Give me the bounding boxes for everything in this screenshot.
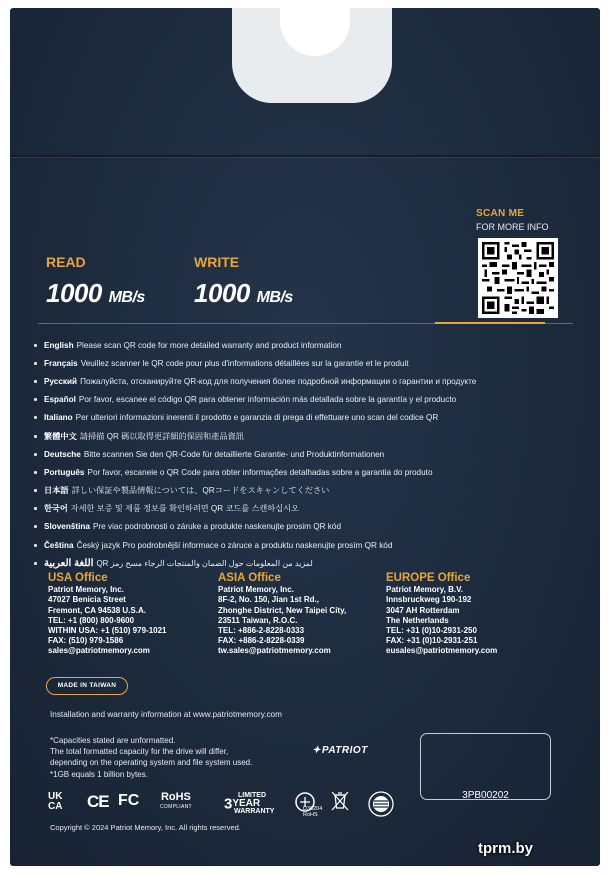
language-text: Please scan QR code for more detailed warranty and product information [76, 340, 342, 350]
read-speed-value: 1000 [46, 278, 102, 308]
language-item [34, 463, 579, 481]
office-email[interactable]: eusales@patriotmemory.com [386, 646, 498, 656]
office-line: 3047 AH Rotterdam [386, 605, 460, 615]
language-name: Slovenština [44, 522, 90, 532]
language-item [34, 445, 579, 463]
language-item [34, 336, 579, 354]
office-title: USA Office [48, 572, 108, 584]
note-line: *Capacities stated are unformatted. [50, 736, 176, 745]
language-item [34, 372, 579, 390]
usa-flag-seal-icon [368, 791, 394, 817]
office-fax: FAX: +886-2-8228-0339 [218, 636, 305, 646]
rohs-code-number: D36204 [303, 806, 323, 812]
language-item [34, 391, 579, 409]
rohs-code-label: RoHS [303, 812, 318, 818]
divider-accent [435, 322, 545, 324]
brand-name: PATRIOT [321, 745, 368, 756]
made-in-badge: MADE IN TAIWAN [46, 677, 128, 695]
read-speed [46, 278, 145, 309]
language-name: English [44, 340, 74, 350]
bullet-icon [34, 380, 37, 383]
office-phone: TEL: +886-2-8228-0333 [218, 626, 305, 636]
fold-highlight [10, 157, 600, 158]
office-email[interactable]: sales@patriotmemory.com [48, 646, 150, 656]
office-title: ASIA Office [218, 572, 281, 584]
language-name: Čeština [44, 540, 74, 550]
capacity-notes [50, 735, 252, 780]
office-line: 23511 Taiwan, R.O.C. [218, 615, 298, 625]
language-text: Pre viac podrobnosti o záruke a produkte naskenujte prosim QR kód [92, 522, 342, 532]
office-line: Innsbruckweg 190-192 [386, 595, 472, 605]
language-list [34, 336, 579, 572]
bullet-icon [34, 489, 37, 492]
note-line: depending on the operating system and file system used. [50, 758, 253, 768]
write-speed-unit: MB/s [256, 289, 293, 306]
office-phone: WITHIN USA: +1 (510) 979-1021 [48, 626, 167, 636]
language-item [34, 354, 579, 372]
bullet-icon [34, 435, 37, 438]
office-line: Fremont, CA 94538 U.S.A. [48, 605, 146, 615]
language-text: لمزيد من المعلومات حول الضمان والمنتجات الرجاء مسح رمز QR [96, 558, 313, 568]
language-item [34, 427, 579, 445]
language-text: 詳しい保証や製品情報については、QRコードをスキャンしてください [71, 486, 330, 496]
office-line: 47027 Benicia Street [48, 595, 126, 605]
language-text: Por favor, escanee el código QR para obtener información más detallada sobre la garantía y el producto [78, 395, 457, 405]
office-title: EUROPE Office [386, 572, 471, 584]
language-name: 日本語 [44, 486, 69, 496]
scan-me-title: SCAN ME [476, 208, 525, 219]
ce-icon: CE [87, 792, 109, 811]
language-text: 자세한 보증 및 제품 정보를 확인하려면 QR 코드를 스캔하십시오 [70, 504, 299, 514]
patriot-logo [312, 745, 368, 756]
bullet-icon [34, 471, 37, 474]
office-asia [218, 573, 346, 657]
note-line: *1GB equals 1 billion bytes. [50, 769, 148, 779]
watermark: tprm.by [478, 840, 534, 857]
qr-code[interactable] [478, 238, 558, 318]
language-item [34, 409, 579, 427]
read-label: READ [46, 254, 86, 270]
bullet-icon [34, 525, 37, 528]
language-name: Русский [44, 376, 78, 386]
ukca-icon: UK CA [48, 791, 63, 812]
rohs-code [303, 806, 322, 818]
read-speed-unit: MB/s [108, 289, 145, 306]
language-text: Bitte scannen Sie den QR-Code für detaillierte Garantie- und Produktinformationen [83, 449, 385, 459]
office-line: Zhonghe District, New Taipei City, [218, 605, 347, 615]
fcc-icon: FC [118, 792, 140, 809]
language-name: Deutsche [44, 449, 81, 459]
warranty-top: LIMITED [238, 792, 266, 799]
bullet-icon [34, 398, 37, 401]
bullet-icon [34, 416, 37, 419]
language-name: Français [44, 358, 78, 368]
bullet-icon [34, 453, 37, 456]
office-fax: FAX: +31 (0)10-2931-251 [386, 636, 478, 646]
office-line: 8F-2, No. 150, Jian 1st Rd., [218, 595, 319, 605]
bullet-icon [34, 544, 37, 547]
language-name: 한국어 [44, 504, 68, 514]
bullet-icon [34, 507, 37, 510]
warranty-year: YEAR [232, 797, 261, 809]
scan-me-subtitle: FOR MORE INFO [476, 222, 549, 232]
office-email[interactable]: tw.sales@patriotmemory.com [218, 646, 331, 656]
warranty-badge [224, 792, 274, 816]
office-line: Patriot Memory, Inc. [48, 585, 124, 595]
language-name: Português [44, 467, 85, 477]
warranty-years: 3 [224, 794, 233, 812]
weee-bin-icon [331, 790, 349, 812]
office-phone: TEL: +1 (800) 800-9600 [48, 615, 135, 625]
language-item [34, 482, 579, 500]
language-name: Italiano [44, 413, 73, 423]
star-icon: ✦ [312, 745, 321, 756]
language-text: Por favor, escaneie o QR Code para obter informações detalhadas sobre a garantia do produto [87, 467, 433, 477]
language-item [34, 500, 579, 518]
write-speed-value: 1000 [194, 278, 250, 308]
rohs-label: RoHS [160, 791, 191, 803]
language-text: 請掃描 QR 碼以取得更詳細的保固和產品資訊 [79, 431, 244, 441]
serial-number: 3PB00202 [462, 790, 509, 801]
package-back [10, 8, 600, 866]
language-text: Пожалуйста, отсканируйте QR-код для получения более подробной информации о гарантии и продукте [80, 376, 477, 386]
language-item [34, 536, 579, 554]
qr-code-image [482, 242, 554, 314]
write-speed [194, 278, 293, 309]
language-text: Veuillez scanner le QR code pour plus d'informations détaillées sur la garantie et le produit [80, 358, 409, 368]
copyright: Copyright © 2024 Patriot Memory, Inc. All rights reserved. [50, 823, 241, 832]
language-text: Per ulteriori informazioni inerenti il prodotto e garanzia di prega di effettuare uno scan del codice QR [75, 413, 439, 423]
language-name: 繁體中文 [44, 431, 77, 441]
office-line: Patriot Memory, Inc. [218, 585, 294, 595]
office-fax: FAX: (510) 979-1586 [48, 636, 124, 646]
rohs-sub: COMPLIANT [160, 804, 192, 810]
bullet-icon [34, 562, 37, 565]
language-item [34, 518, 579, 536]
office-line: The Netherlands [386, 615, 449, 625]
office-phone: TEL: +31 (0)10-2931-250 [386, 626, 477, 636]
note-line: The total formatted capacity for the drive will differ, [50, 747, 229, 757]
warranty-bottom: WARRANTY [234, 808, 275, 815]
write-label: WRITE [194, 254, 240, 270]
rohs-icon [160, 792, 192, 812]
bullet-icon [34, 344, 37, 347]
office-europe [386, 573, 497, 657]
language-name: اللغة العربية [44, 557, 94, 569]
office-usa [48, 573, 167, 657]
office-line: Patriot Memory, B.V. [386, 585, 463, 595]
bullet-icon [34, 362, 37, 365]
language-text: Český jazyk Pro podrobnější informace o záruce a produktu naskenujte prosím QR kód [76, 540, 393, 550]
language-name: Español [44, 395, 76, 405]
install-info: Installation and warranty information at www.patriotmemory.com [50, 710, 282, 719]
language-item [34, 554, 579, 572]
